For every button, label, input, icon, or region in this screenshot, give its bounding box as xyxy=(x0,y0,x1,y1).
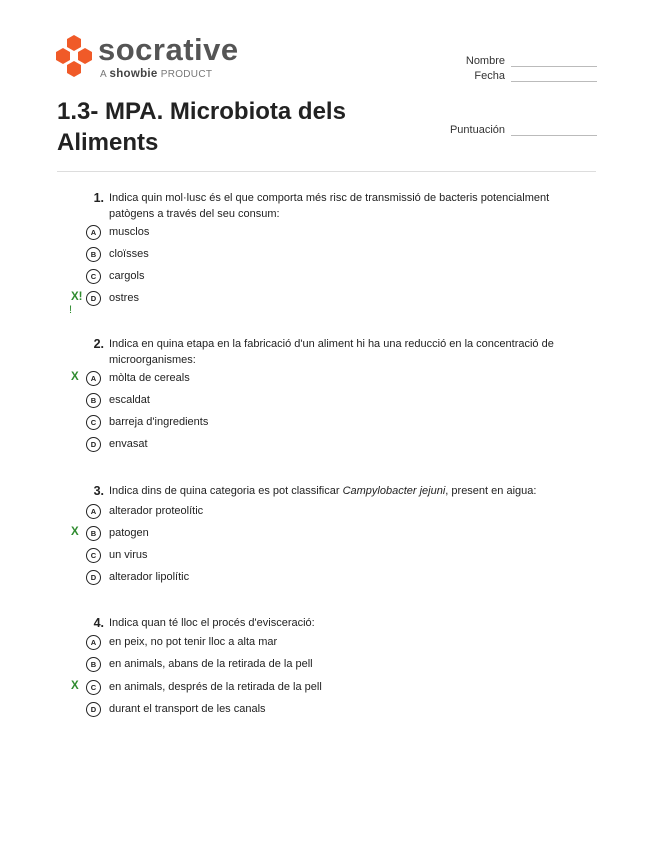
page-title: 1.3- MPA. Microbiota dels Aliments xyxy=(57,98,346,156)
date-label: Fecha xyxy=(474,70,505,82)
option-c[interactable] xyxy=(0,680,654,698)
question-text: Indica en quina etapa en la fabricació d'un aliment hi ha una reducció en la concentració de microorganismes: xyxy=(109,338,554,366)
option-b[interactable] xyxy=(0,393,654,411)
student-fields xyxy=(397,52,597,82)
header-divider xyxy=(57,171,596,172)
brand-tagline: A showbie PRODUCT xyxy=(100,68,213,80)
option-b[interactable] xyxy=(0,657,654,675)
brand-wordmark: socrative xyxy=(98,32,239,67)
option-text: escaldat xyxy=(109,394,150,406)
question-number: 1. xyxy=(93,191,104,205)
option-letter: D xyxy=(86,702,101,717)
option-a[interactable] xyxy=(0,504,654,522)
option-d[interactable] xyxy=(0,570,654,588)
option-letter: B xyxy=(86,393,101,408)
question-number: 2. xyxy=(93,337,104,351)
option-letter: B xyxy=(86,526,101,541)
option-text: durant el transport de les canals xyxy=(109,703,266,715)
option-letter: C xyxy=(86,680,101,695)
name-line[interactable] xyxy=(511,56,597,67)
option-text: en animals, abans de la retirada de la pell xyxy=(109,658,313,670)
option-a[interactable] xyxy=(0,225,654,243)
option-text: musclos xyxy=(109,226,150,238)
option-b[interactable] xyxy=(0,526,654,544)
option-letter: B xyxy=(86,657,101,672)
option-text: envasat xyxy=(109,438,148,450)
option-text: un virus xyxy=(109,549,148,561)
option-letter: C xyxy=(86,415,101,430)
question-number: 4. xyxy=(93,616,104,630)
option-text: cargols xyxy=(109,270,145,282)
score-label: Puntuación xyxy=(449,124,505,136)
option-text: cloïsses xyxy=(109,248,149,260)
option-a[interactable] xyxy=(0,635,654,653)
name-label: Nombre xyxy=(465,55,505,67)
option-text: ostres xyxy=(109,292,139,304)
option-c[interactable] xyxy=(0,269,654,287)
answer-mark: X! xyxy=(71,291,83,303)
option-letter: D xyxy=(86,570,101,585)
date-line[interactable] xyxy=(511,71,597,82)
score-line[interactable] xyxy=(511,125,597,136)
hexagon-logo-icon xyxy=(56,35,92,77)
option-letter: C xyxy=(86,269,101,284)
option-letter: B xyxy=(86,247,101,262)
date-field[interactable] xyxy=(397,67,597,82)
option-letter: A xyxy=(86,225,101,240)
option-letter: A xyxy=(86,635,101,650)
option-letter: D xyxy=(86,291,101,306)
answer-mark: X xyxy=(71,526,79,538)
answer-mark: X xyxy=(71,371,79,383)
option-text: alterador proteolític xyxy=(109,505,204,517)
option-letter: D xyxy=(86,437,101,452)
socrative-logo xyxy=(56,32,256,80)
option-c[interactable] xyxy=(0,548,654,566)
option-text: en peix, no pot tenir lloc a alta mar xyxy=(109,636,278,648)
answer-mark: X xyxy=(71,680,79,692)
option-b[interactable] xyxy=(0,247,654,265)
name-field[interactable] xyxy=(397,52,597,67)
option-text: en animals, després de la retirada de la pell xyxy=(109,681,322,693)
question-number: 3. xyxy=(93,484,104,498)
question-text: Indica quin mol·lusc és el que comporta més risc de transmissió de bacteris potencialment patògens a través del seu consum: xyxy=(109,192,550,220)
option-d[interactable] xyxy=(0,437,654,455)
option-text: patogen xyxy=(109,527,149,539)
question-text: Indica quan té lloc el procés d'evisceració: xyxy=(109,617,315,629)
species-name: Campylobacter jejuni xyxy=(342,485,446,497)
option-d[interactable] xyxy=(0,291,654,316)
option-a[interactable] xyxy=(0,371,654,389)
option-text: mòlta de cereals xyxy=(109,372,190,384)
option-letter: C xyxy=(86,548,101,563)
option-text: alterador lipolític xyxy=(109,571,190,583)
option-letter: A xyxy=(86,504,101,519)
option-letter: A xyxy=(86,371,101,386)
question-text: Indica dins de quina categoria es pot classificar Campylobacter jejuni, present en aigua: xyxy=(109,485,537,497)
answer-mark-extra: ! xyxy=(69,304,73,316)
option-c[interactable] xyxy=(0,415,654,433)
option-text: barreja d'ingredients xyxy=(109,416,209,428)
option-d[interactable] xyxy=(0,702,654,720)
